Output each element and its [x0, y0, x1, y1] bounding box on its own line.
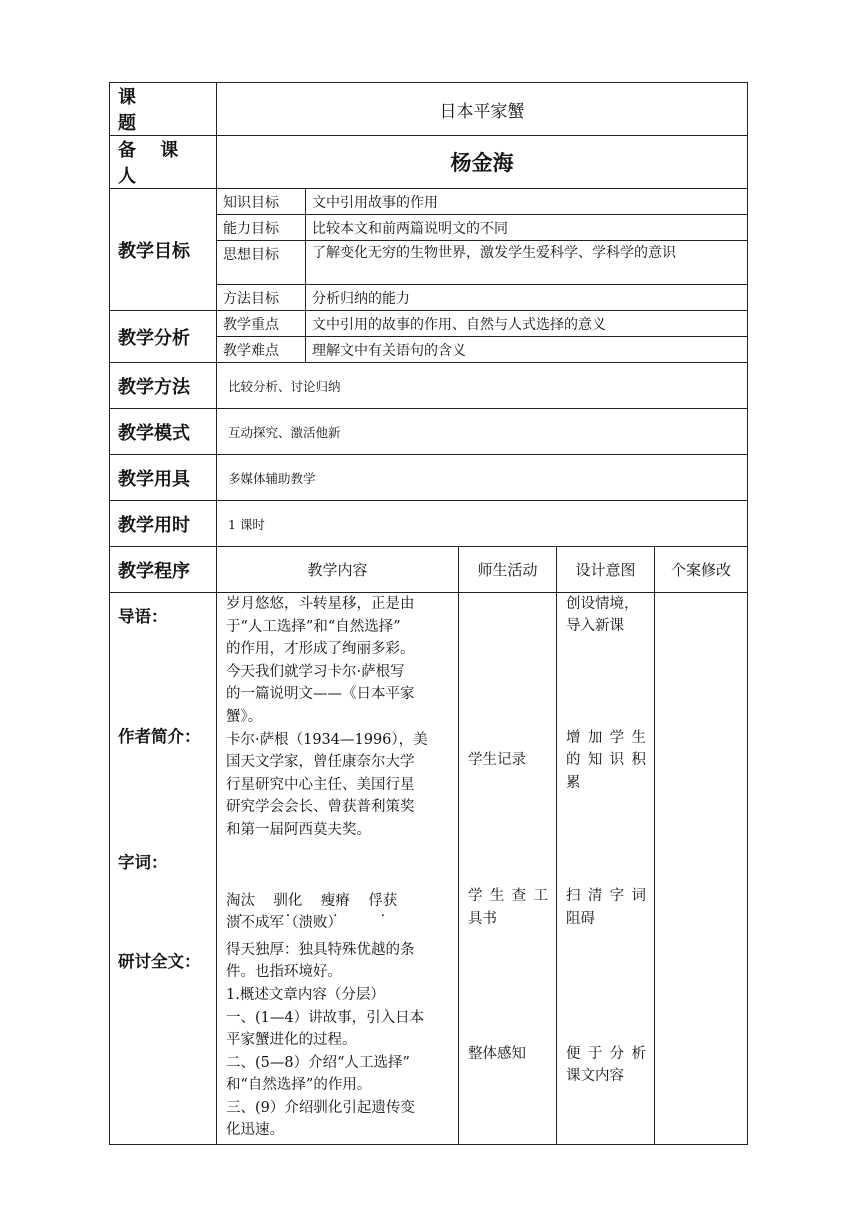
preparer-label: 备 课 人 [110, 136, 217, 189]
topic-row [110, 83, 748, 136]
intent-text: 导入新课 [566, 618, 624, 634]
preparer-row [110, 136, 748, 189]
procedure-label: 教学程序 [110, 547, 217, 593]
intent-text: 阻碍 [566, 911, 595, 927]
content-line: 今天我们就学习卡尔·萨根写 [226, 663, 405, 680]
time-label: 教学用时 [110, 501, 217, 547]
content-line: 化迅速。 [226, 1122, 284, 1139]
analysis-item-label: 教学重点 [217, 311, 306, 337]
section-intro-label: 导语： [118, 607, 168, 626]
content-line: 二、(5—8）介绍“人工选择” [226, 1054, 410, 1071]
objective-text: 了解变化无穷的生物世界，激发学生爱科学、学科学的意识 [306, 241, 748, 285]
content-line: 平家蟹进化的过程。 [226, 1032, 357, 1049]
objective-label: 知识目标 [217, 189, 306, 215]
procedure-body-row [110, 593, 748, 1145]
activity-text: 整体感知 [468, 1046, 526, 1062]
mode-label: 教学模式 [110, 409, 217, 455]
method-label: 教学方法 [110, 363, 217, 409]
objective-text: 文中引用故事的作用 [306, 189, 748, 215]
topic-value: 日本平家蟹 [217, 83, 748, 136]
content-line: 的一篇说明文——《日本平家 [226, 686, 415, 703]
content-line: 三、(9）介绍驯化引起遗传变 [226, 1099, 415, 1116]
intent-text: 创设情境， [566, 596, 639, 612]
content-line: 的作用，才形成了绚丽多彩。 [226, 641, 415, 658]
tools-value: 多媒体辅助教学 [217, 455, 748, 501]
activity-cell [459, 593, 557, 1145]
section-study-label: 研讨全文： [118, 952, 201, 971]
analysis-item-text: 理解文中有关语句的含义 [306, 337, 748, 363]
intent-cell [557, 593, 655, 1145]
preparer-value: 杨金海 [217, 136, 748, 189]
vocab-word: 俘获 [368, 892, 398, 909]
activity-text: 学生记录 [468, 752, 526, 768]
objective-label: 能力目标 [217, 215, 306, 241]
intent-column-header: 设计意图 [557, 547, 655, 593]
content-line: 件。也指环境好。 [226, 964, 342, 981]
content-line: 于“人工选择”和“自然选择” [226, 618, 401, 635]
activity-text: 具书 [468, 911, 497, 927]
content-line: 蟹》。 [226, 708, 263, 725]
content-line: 和“自然选择”的作用。 [226, 1077, 372, 1094]
content-line: 得天独厚：独具特殊优越的条 [226, 941, 415, 958]
revision-cell [655, 593, 748, 1145]
section-words-label: 字词： [118, 853, 168, 872]
content-line: 1.概述文章内容（分层） [226, 986, 385, 1003]
content-block-study [226, 939, 454, 1142]
vocab-word: 瘦瘠 [320, 892, 350, 909]
teaching-content-cell [217, 593, 459, 1145]
intent-text: 增 加 学 生 [566, 730, 646, 746]
revision-column-header: 个案修改 [655, 547, 748, 593]
intent-text: 扫 清 字 词 [566, 888, 646, 904]
analysis-item-text: 文中引用的故事的作用、自然与人式选择的意义 [306, 311, 748, 337]
content-line: 岁月悠悠，斗转星移，正是由 [226, 596, 415, 612]
objective-label: 思想目标 [217, 241, 306, 285]
content-line: 和第一届阿西莫夫奖。 [226, 821, 371, 838]
objective-text: 分析归纳的能力 [306, 285, 748, 311]
content-line: 一、(1—4）讲故事，引入日本 [226, 1009, 425, 1026]
mode-value: 互动探究、激活他新 [217, 409, 748, 455]
time-value: 1 课时 [217, 501, 748, 547]
section-author-label: 作者简介： [118, 727, 201, 746]
content-block-intro [226, 593, 454, 842]
content-line: 国天文学家，曾任康奈尔大学 [226, 754, 415, 771]
objective-label: 方法目标 [217, 285, 306, 311]
topic-label: 课 题 [110, 83, 217, 136]
activity-text: 学 生 查 工 [468, 888, 548, 904]
vocab-word: 驯化 [273, 892, 303, 909]
intent-text: 的 知 识 积 [566, 752, 646, 768]
intent-text: 便 于 分 析 [566, 1046, 646, 1062]
vocab-line-1 [226, 890, 454, 913]
vocab-line-2: 溃不成军（溃败） [226, 915, 342, 932]
intent-text: 累 [566, 775, 581, 791]
content-line: 卡尔·萨根（1934—1996），美 [226, 731, 428, 748]
content-column-header: 教学内容 [217, 547, 459, 593]
lesson-plan-table [109, 82, 748, 1145]
analysis-label: 教学分析 [110, 311, 217, 363]
vocab-word: 淘汰 [226, 892, 255, 909]
activity-column-header: 师生活动 [459, 547, 557, 593]
analysis-item-label: 教学难点 [217, 337, 306, 363]
procedure-header-row [110, 547, 748, 593]
section-labels-cell [110, 593, 217, 1145]
objectives-label: 教学目标 [110, 189, 217, 311]
content-line: 行星研究中心主任、美国行星 [226, 776, 415, 793]
method-value: 比较分析、讨论归纳 [217, 363, 748, 409]
tools-label: 教学用具 [110, 455, 217, 501]
content-line: 研究学会会长、曾获普利策奖 [226, 799, 415, 816]
objective-text: 比较本文和前两篇说明文的不同 [306, 215, 748, 241]
intent-text: 课文内容 [566, 1068, 624, 1084]
